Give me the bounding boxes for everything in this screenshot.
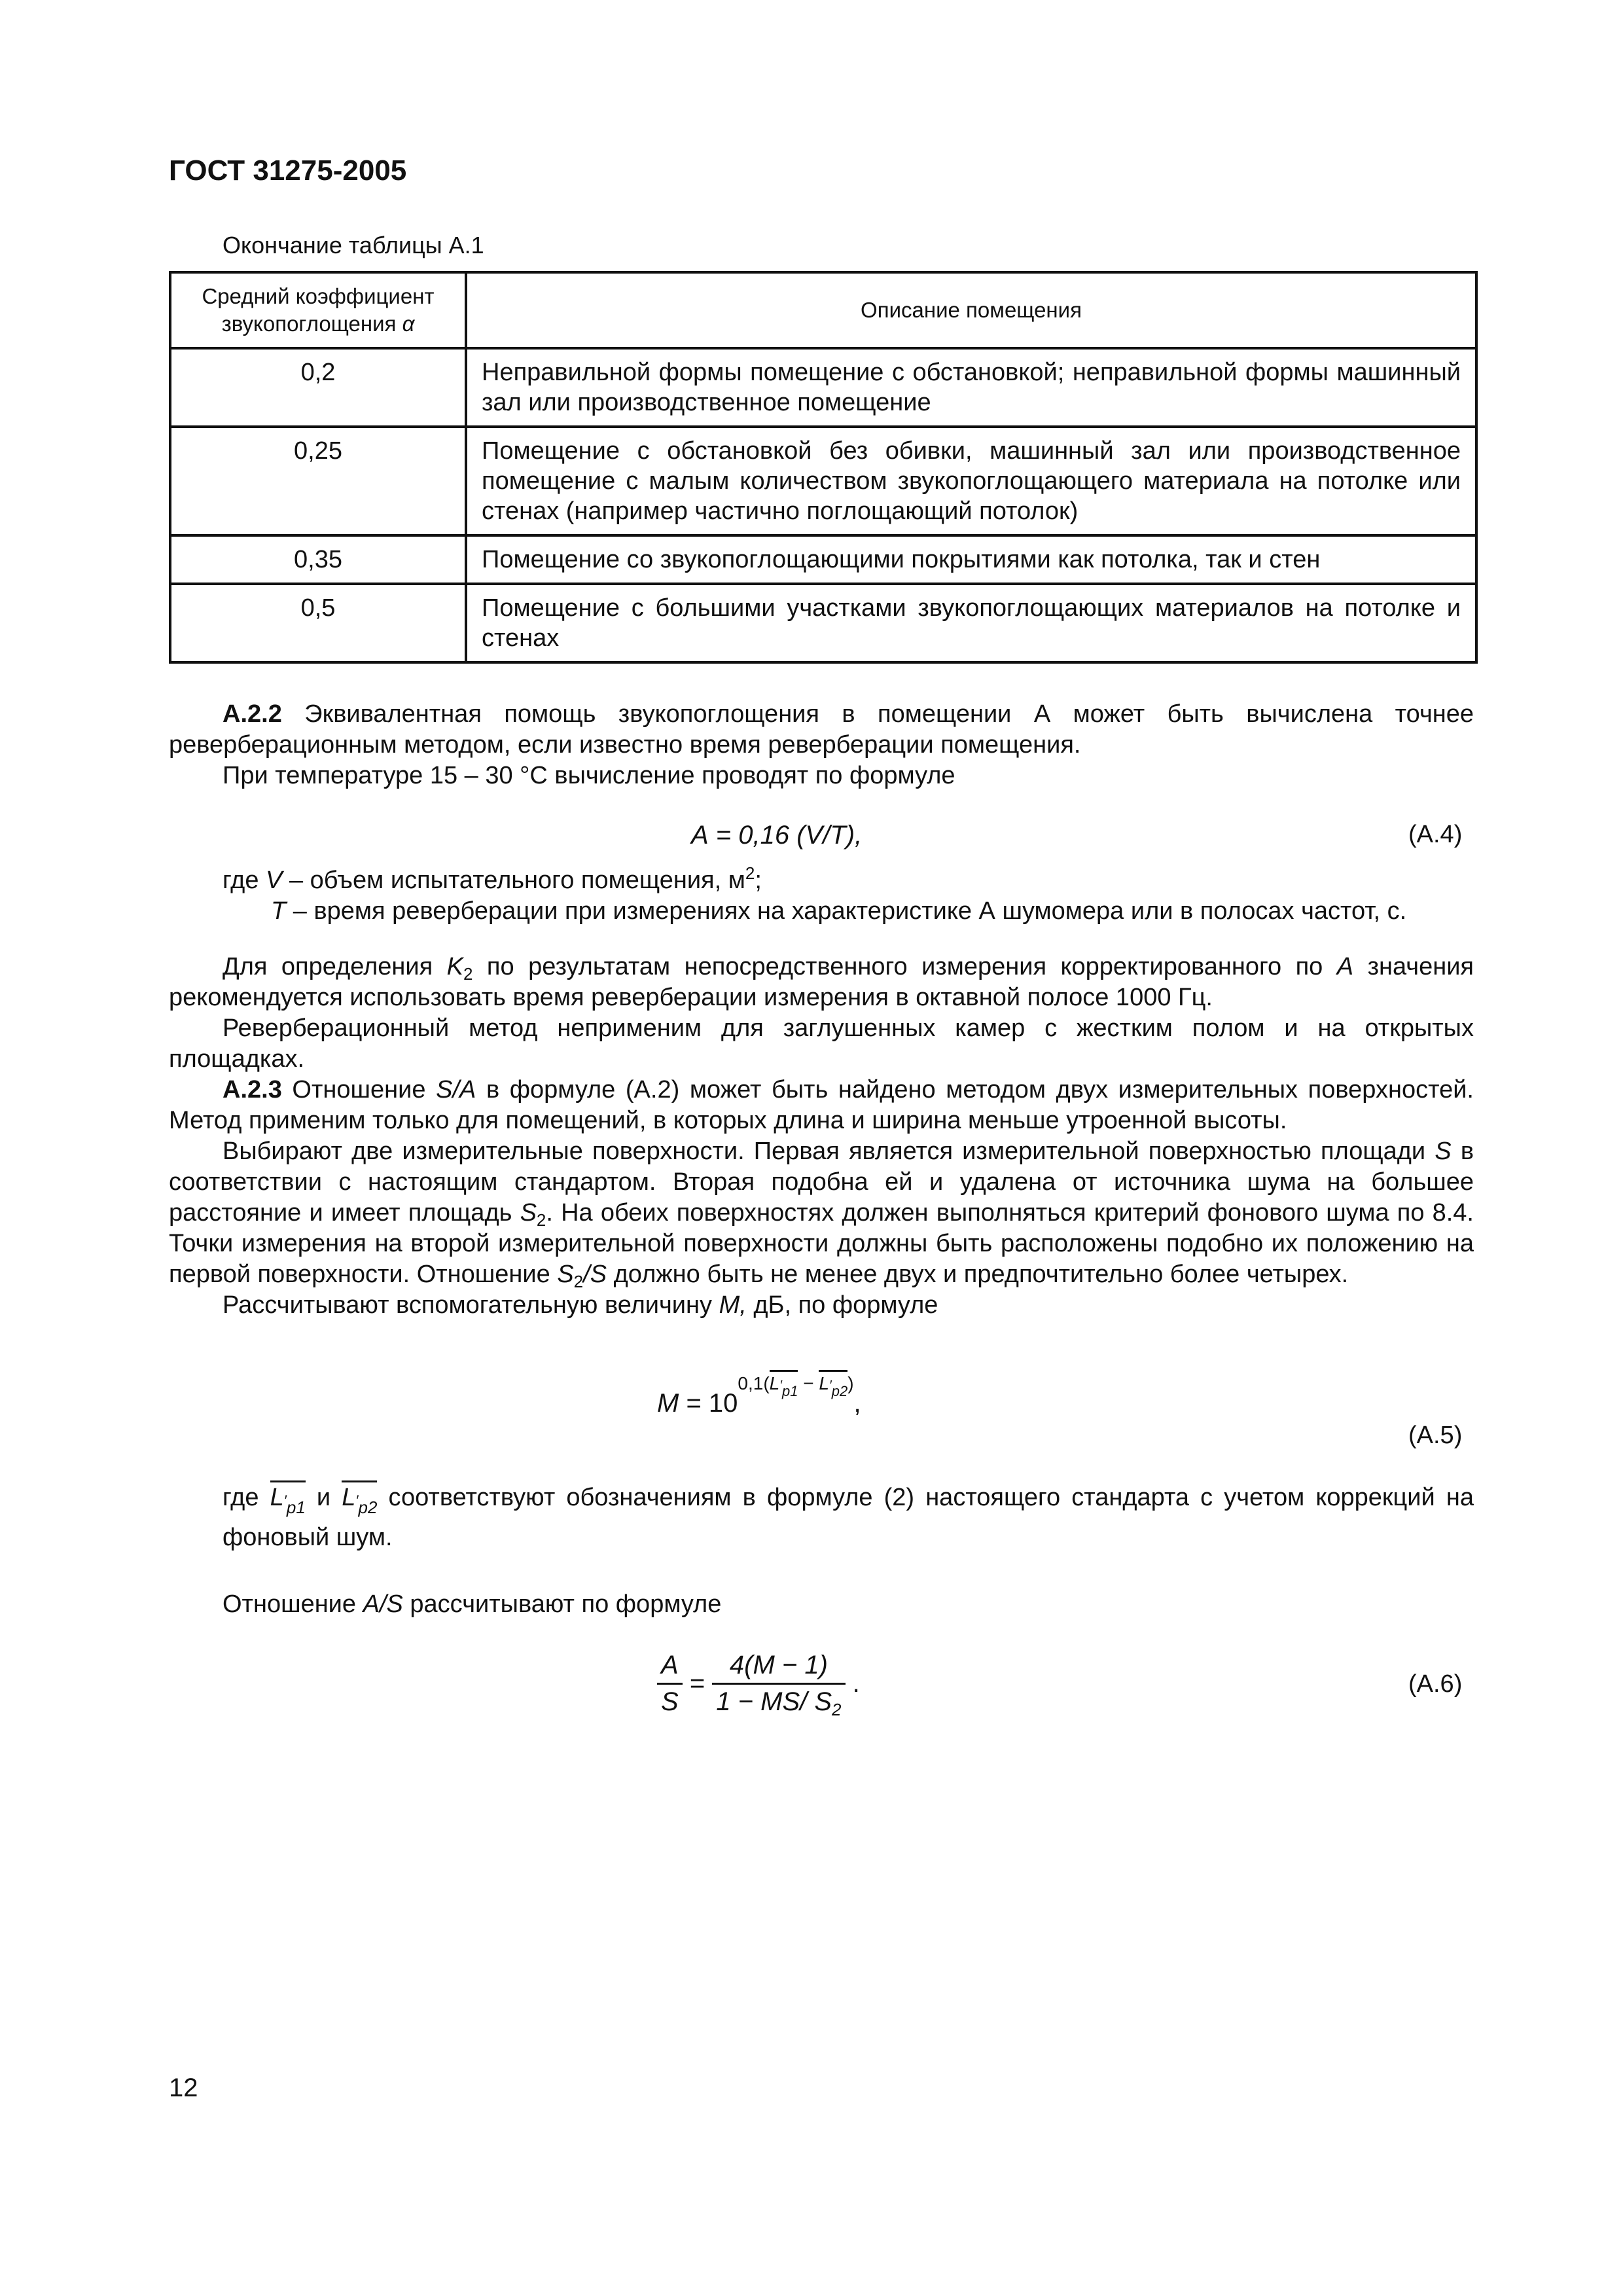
- table-cell-coef: 0,25: [170, 427, 466, 535]
- symbol-m: М,: [719, 1291, 747, 1319]
- table-cell-desc: Помещение с большими участками звукопоглощающих материалов на потолке и стенах: [466, 584, 1476, 662]
- subscript-p2: p2: [831, 1383, 848, 1399]
- formula-a5-number: (А.5): [1408, 1422, 1463, 1449]
- col1-header: [170, 272, 466, 348]
- paragraph-reverb: Реверберационный метод неприменим для заглушенных камер с жестким полом и на открытых площадках.: [169, 1014, 1474, 1073]
- paragraph-a23: [169, 1075, 1474, 1136]
- exp-open: 0,1(: [738, 1373, 770, 1393]
- subscript: 2: [832, 1700, 842, 1719]
- table-header-row: [170, 272, 1476, 348]
- where-v-text: – объем испытательного помещения, м: [282, 867, 745, 894]
- k2-text-a: Для определения: [223, 953, 447, 980]
- where-word: где: [223, 867, 266, 894]
- formula-comma: ,: [853, 1389, 861, 1418]
- as-text-a: Отношение: [223, 1590, 363, 1618]
- symbol-l1: L: [270, 1484, 284, 1511]
- den-text: 1 − MS/ S: [716, 1687, 832, 1716]
- k2-text-b: по результатам непосредственного измерения корректированного по: [473, 953, 1337, 980]
- table-row: [170, 427, 1476, 535]
- equals-sign: =: [689, 1669, 705, 1698]
- subscript-p2: p2: [358, 1498, 378, 1517]
- standard-header: ГОСТ 31275-2005: [169, 154, 407, 187]
- paragraph-k2: [169, 952, 1474, 1013]
- formula-a4: А = 0,16 (V/T),: [691, 821, 863, 850]
- table-cell-desc: Неправильной формы помещение с обстановкой; неправильной формы машинный зал или производственное помещение: [466, 348, 1476, 427]
- where-t-text: – время реверберации при измерениях на характеристике А шумомера или в полосах частот, с.: [286, 897, 1407, 925]
- table-cell-desc: Помещение со звукопоглощающими покрытиями как потолка, так и стен: [466, 535, 1476, 584]
- punct: ;: [755, 867, 762, 894]
- symbol-sa: S/A: [436, 1076, 476, 1103]
- formula-a6: [657, 1651, 860, 1717]
- subscript-p1: p1: [286, 1498, 306, 1517]
- formula-base: = 10: [679, 1389, 738, 1418]
- compute-m-text: Рассчитывают вспомогательную величину: [223, 1291, 719, 1319]
- subscript-p1: p1: [781, 1383, 798, 1399]
- clause-number: А.2.2: [223, 700, 282, 728]
- where-block-a4: [169, 865, 1474, 927]
- surfaces-text-c: . На обеих поверхностях должен выполняться критерий фонового шума по 8.4. Точки измерения на второй измерительной поверхности должны быть расположены подобно их положению на первой поверхности. Отношение: [169, 1199, 1474, 1288]
- where-word: где: [223, 1484, 270, 1511]
- table-cell-coef: 0,2: [170, 348, 466, 427]
- symbol-as: A/S: [363, 1590, 403, 1618]
- exp-close: ): [847, 1373, 854, 1393]
- fraction-main: [712, 1651, 845, 1717]
- formula-exponent: [738, 1373, 854, 1399]
- paragraph-surfaces: [169, 1136, 1474, 1290]
- table-row: [170, 584, 1476, 662]
- symbol-s2: S: [520, 1199, 537, 1227]
- a23-text-b: в формуле (А.2) может быть найдено методом двух измерительных поверхностей. Метод применим только для помещений, в которых длина и ширина меньше утроенной высоты.: [169, 1076, 1474, 1134]
- where-l: [169, 1479, 1474, 1556]
- where-l1: $L'_{p1}$: [270, 1480, 306, 1511]
- where-and: и: [305, 1484, 342, 1511]
- k2-text-c: значения рекомендуется использовать время реверберации измерения в октавной полосе 1000 Гц.: [169, 953, 1474, 1011]
- paragraph-a22: [169, 699, 1474, 761]
- where-v: [169, 865, 1474, 896]
- fraction-den: [712, 1685, 845, 1717]
- subscript: 2: [463, 964, 473, 984]
- clause-number: А.2.3: [223, 1076, 282, 1103]
- fraction-num: A: [657, 1651, 683, 1685]
- paragraph-as: [169, 1589, 1474, 1620]
- formula-a4-number: (А.4): [1408, 821, 1463, 848]
- compute-m-text-b: дБ, по формуле: [746, 1291, 938, 1319]
- symbol-l1: L: [769, 1373, 780, 1393]
- fraction-den: S: [661, 1687, 679, 1716]
- symbol-v: V: [266, 867, 283, 894]
- fraction-num: 4(M − 1): [712, 1651, 845, 1685]
- col1-header-symbol: α: [402, 312, 415, 336]
- col2-header: Описание помещения: [466, 272, 1476, 348]
- symbol-l2: L: [342, 1484, 356, 1511]
- exp-minus: −: [798, 1373, 819, 1393]
- paragraph-temperature: При температуре 15 – 30 °С вычисление проводят по формуле: [223, 762, 955, 789]
- section-k2: [169, 952, 1474, 1321]
- surfaces-text-d: должно быть не менее двух и предпочтительно более четырех.: [607, 1261, 1349, 1288]
- symbol-k: K: [446, 953, 464, 980]
- section-as: [169, 1589, 1474, 1620]
- fraction-a-over-s: [657, 1651, 683, 1717]
- paragraph-compute-m: [169, 1290, 1474, 1321]
- formula-a5: [657, 1373, 861, 1418]
- table-cell-coef: 0,35: [170, 535, 466, 584]
- formula-m: M: [657, 1389, 679, 1418]
- symbol-s: S: [1435, 1138, 1452, 1165]
- page-number: 12: [169, 2073, 198, 2102]
- a23-text: Отношение: [281, 1076, 437, 1103]
- symbol-l2: L: [819, 1373, 829, 1393]
- symbol-s2-ratio: S: [557, 1261, 574, 1288]
- symbol-ratio-s: /S: [583, 1261, 607, 1288]
- where-t: [169, 896, 1474, 927]
- as-text-b: рассчитывают по формуле: [402, 1590, 722, 1618]
- surfaces-text-a: Выбирают две измерительные поверхности. Первая является измерительной поверхностью площади: [223, 1138, 1435, 1165]
- absorption-table: [169, 271, 1478, 664]
- formula-a6-number: (А.6): [1408, 1670, 1463, 1698]
- col1-header-text: Средний коэффициент звукопоглощения: [202, 284, 435, 336]
- table-row: [170, 348, 1476, 427]
- table-cell-desc: Помещение с обстановкой без обивки, машинный зал или производственное помещение с малым количеством звукопоглощающего материала на потолке или стенах (например частично поглощающий потолок): [466, 427, 1476, 535]
- section-a22: [169, 699, 1474, 791]
- where-block-a5: [169, 1479, 1474, 1556]
- table-row: [170, 535, 1476, 584]
- symbol-a: А: [1336, 953, 1354, 980]
- where-l2: $L'_{p2}$: [342, 1480, 377, 1511]
- symbol-t: T: [271, 897, 287, 925]
- where-l-text: соответствуют обозначениям в формуле (2) настоящего стандарта с учетом коррекций на фоновый шум.: [223, 1484, 1474, 1551]
- table-caption: Окончание таблицы А.1: [223, 232, 484, 259]
- surfaces-text-b: в соответствии с настоящим стандартом. Вторая подобна ей и удалена от источника шума на большее расстояние и имеет площадь: [169, 1138, 1474, 1227]
- superscript: 2: [745, 863, 755, 883]
- table-cell-coef: 0,5: [170, 584, 466, 662]
- subscript: 2: [536, 1210, 546, 1230]
- formula-period: .: [852, 1669, 860, 1698]
- paragraph-text: Эквивалентная помощь звукопоглощения в помещении А может быть вычислена точнее реверберационным методом, если известно время реверберации помещения.: [169, 700, 1474, 759]
- exp-l2: $L'_{p2}$: [819, 1370, 847, 1393]
- subscript: 2: [573, 1272, 584, 1291]
- exp-l1: $L'_{p1}$: [770, 1370, 798, 1393]
